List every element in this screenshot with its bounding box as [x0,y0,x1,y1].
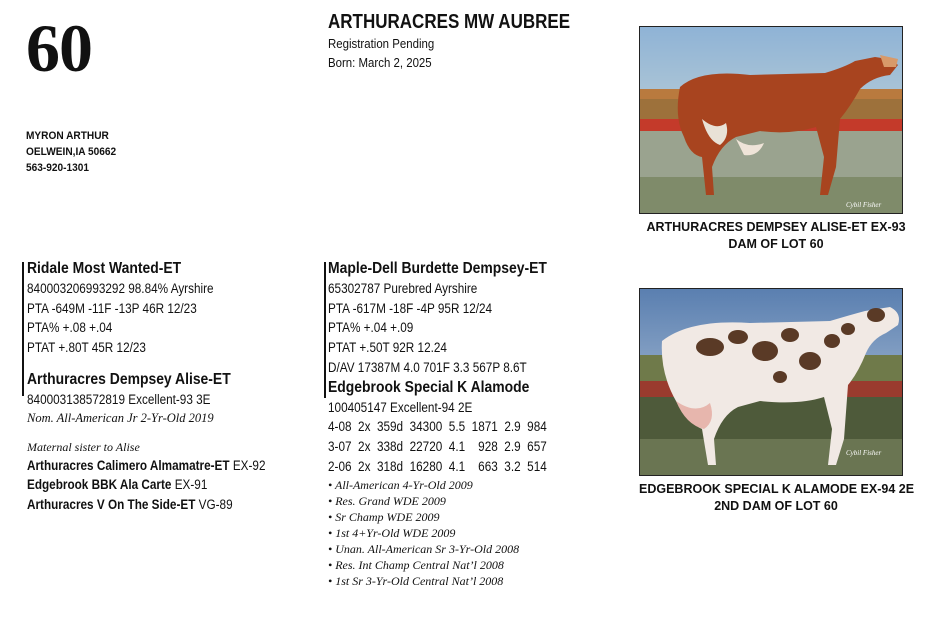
second-dam-record-1: 4-08 2x 359d 34300 5.5 1871 2.9 984 [328,419,547,435]
dam-photo-caption-line1: ARTHURACRES DEMPSEY ALISE-ET EX-93 [646,220,906,234]
second-dam-photo-image [640,289,902,475]
dam-photo-caption [639,219,913,253]
second-dam-photo-caption [639,481,913,515]
maternal-sister-2 [27,475,279,495]
dam-photo [639,26,903,214]
award-item: • Unan. All-American Sr 3-Yr-Old 2008 [328,541,520,556]
second-dam-registration: 100405147 Excellent-94 2E [328,399,473,415]
maternal-sister-1 [27,456,279,476]
lot-number: 60 [26,10,92,86]
dam-photo-caption-line2: DAM OF LOT 60 [728,237,824,251]
maternal-sister-3-name: Arthuracres V On The Side-ET [27,497,196,513]
grandsire-registration: 65302787 Purebred Ayrshire [328,280,478,296]
maternal-sister-3 [27,495,279,515]
sire-ptat: PTAT +.80T 45R 12/23 [27,340,146,356]
award-item: • Res. Int Champ Central Nat’l 2008 [328,557,504,572]
second-dam-name: Edgebrook Special K Alamode [328,378,530,396]
maternal-sister-3-score: VG-89 [198,497,233,513]
maternal-sister-1-score: EX-92 [232,457,266,473]
birth-date: Born: March 2, 2025 [328,55,432,70]
grandsire-dav: D/AV 17387M 4.0 701F 3.3 567P 8.6T [328,359,527,375]
consignor-phone: 563-920-1301 [26,162,90,174]
dam-photo-image [640,27,902,213]
grandsire-name: Maple-Dell Burdette Dempsey-ET [328,260,547,277]
second-dam-awards [328,477,628,589]
grandsire-bracket [324,262,326,398]
dam-award: Nom. All-American Jr 2-Yr-Old 2019 [27,410,214,425]
award-item: • Res. Grand WDE 2009 [328,493,446,508]
dam-registration: 840003138572819 Excellent-93 3E [27,391,211,407]
second-dam-photo-caption-line1: EDGEBROOK SPECIAL K ALAMODE EX-94 2E [639,482,915,496]
grandsire-second-dam-column [328,259,628,589]
animal-header [328,10,613,72]
sire-pta: PTA -649M -11F -13P 46R 12/23 [27,300,197,316]
second-dam-record-2: 3-07 2x 338d 22720 4.1 928 2.9 657 [328,439,547,455]
maternal-sister-2-name: Edgebrook BBK Ala Carte [27,477,172,493]
sire-dam-column [27,259,317,515]
consignor-name: MYRON ARTHUR [26,130,109,142]
second-dam-record-3: 2-06 2x 318d 16280 4.1 663 3.2 514 [328,458,547,474]
registration-status: Registration Pending [328,36,435,51]
grandsire-pta-percent: PTA% +.04 +.09 [328,320,414,336]
award-item: • Sr Champ WDE 2009 [328,509,440,524]
award-item: • 1st 4+Yr-Old WDE 2009 [328,525,456,540]
dam-name: Arthuracres Dempsey Alise-ET [27,370,231,388]
dam-photo-watermark: Cybil Fisher [846,201,882,209]
consignor-block [26,128,124,176]
award-item: • All-American 4-Yr-Old 2009 [328,477,473,492]
second-dam-photo [639,288,903,476]
second-dam-photo-caption-line2: 2ND DAM OF LOT 60 [714,499,838,513]
sire-pta-percent: PTA% +.08 +.04 [27,320,113,336]
grandsire-ptat: PTAT +.50T 92R 12.24 [328,340,447,356]
sire-registration: 840003206993292 98.84% Ayrshire [27,280,214,296]
maternal-sister-2-score: EX-91 [174,477,208,493]
maternal-sister-1-name: Arthuracres Calimero Almamatre-ET [27,457,230,473]
maternal-note: Maternal sister to Alise [27,439,140,454]
second-dam-photo-watermark: Cybil Fisher [846,449,882,457]
animal-name: ARTHURACRES MW AUBREE [328,11,571,33]
consignor-address: OELWEIN,IA 50662 [26,146,117,158]
sire-bracket [22,262,24,396]
sire-name: Ridale Most Wanted-ET [27,260,182,277]
award-item: • 1st Sr 3-Yr-Old Central Nat’l 2008 [328,573,504,588]
grandsire-pta: PTA -617M -18F -4P 95R 12/24 [328,300,493,316]
